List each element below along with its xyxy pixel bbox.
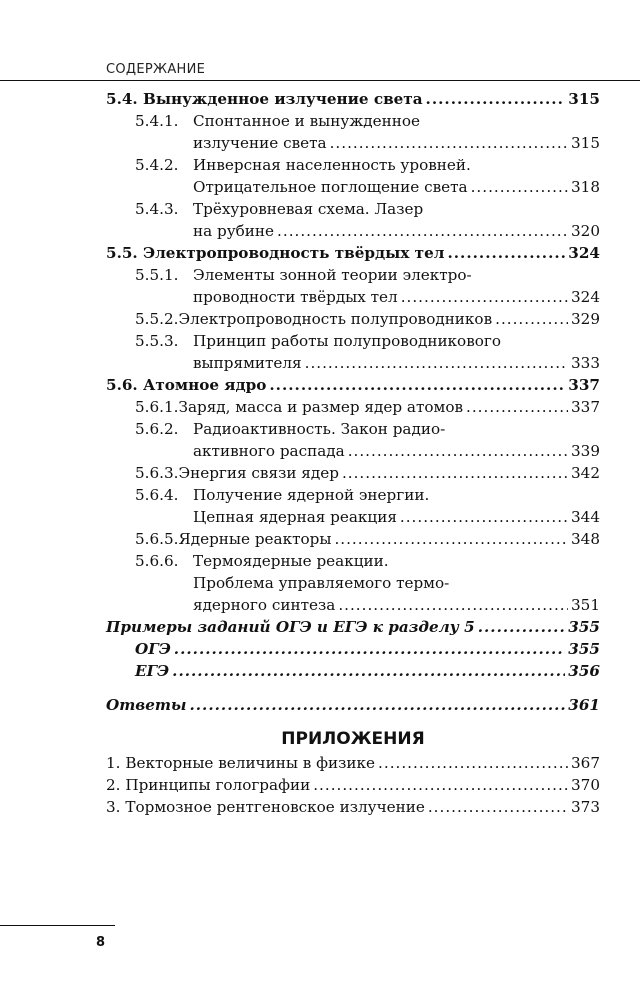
toc-entry-5-4-3[interactable] bbox=[106, 198, 600, 242]
leader-dots bbox=[174, 638, 566, 660]
leader-dots bbox=[305, 352, 568, 374]
toc-title: Элементы зонной теории электро- bbox=[193, 266, 472, 284]
leader-dots bbox=[400, 506, 568, 528]
leader-dots bbox=[313, 774, 568, 796]
toc-page: 342 bbox=[571, 464, 600, 482]
toc-number: 5.4.3. bbox=[135, 200, 179, 218]
toc-page: 351 bbox=[571, 596, 600, 614]
toc-entry-5-4-2[interactable] bbox=[106, 154, 600, 198]
leader-dots bbox=[172, 660, 565, 682]
table-of-contents bbox=[106, 88, 600, 818]
toc-entry-5-6-3[interactable] bbox=[106, 462, 600, 484]
toc-page: 337 bbox=[571, 398, 600, 416]
toc-title: ОГЭ bbox=[135, 640, 171, 658]
toc-entry-ege[interactable] bbox=[106, 660, 600, 682]
leader-dots bbox=[447, 242, 565, 264]
toc-number: 5.5.1. bbox=[135, 266, 179, 284]
toc-title-cont: активного распада bbox=[193, 442, 345, 460]
toc-page: 315 bbox=[568, 90, 600, 108]
leader-dots bbox=[277, 220, 568, 242]
toc-title-cont: проводности твёрдых тел bbox=[193, 288, 398, 306]
toc-number: 5.6.5. bbox=[135, 530, 179, 548]
toc-entry-oge[interactable] bbox=[106, 638, 600, 660]
toc-title: 2. Принципы голографии bbox=[106, 776, 311, 794]
toc-page: 355 bbox=[568, 618, 600, 636]
toc-entry-answers[interactable] bbox=[106, 694, 600, 716]
toc-title: Электропроводность полупроводников bbox=[178, 310, 493, 328]
toc-entry-5-6-1[interactable] bbox=[106, 396, 600, 418]
toc-title: Ответы bbox=[106, 696, 187, 714]
toc-entry-5-5[interactable] bbox=[106, 242, 600, 264]
toc-number: 5.6.3. bbox=[135, 464, 179, 482]
toc-number: 5.6.2. bbox=[135, 420, 179, 438]
toc-page: 333 bbox=[571, 354, 600, 372]
toc-number: 5.4.1. bbox=[135, 112, 179, 130]
toc-title: 3. Тормозное рентгеновское излучение bbox=[106, 798, 425, 816]
toc-title-cont: выпрямителя bbox=[193, 354, 302, 372]
toc-page: 348 bbox=[571, 530, 600, 548]
toc-title: Примеры заданий ОГЭ и ЕГЭ к разделу 5 bbox=[106, 618, 475, 636]
toc-page: 370 bbox=[571, 776, 600, 794]
toc-entry-5-5-3[interactable] bbox=[106, 330, 600, 374]
toc-entry-5-6-2[interactable] bbox=[106, 418, 600, 462]
toc-title: ЕГЭ bbox=[135, 662, 170, 680]
toc-entry-appendix-2[interactable] bbox=[106, 774, 600, 796]
spacer bbox=[106, 682, 600, 694]
toc-number: 5.6.1. bbox=[135, 398, 179, 416]
leader-dots bbox=[330, 132, 568, 154]
toc-title: Термоядерные реакции. bbox=[193, 552, 389, 570]
toc-number: 5.4.2. bbox=[135, 156, 179, 174]
leader-dots bbox=[348, 440, 568, 462]
toc-title-cont: Отрицательное поглощение света bbox=[193, 178, 468, 196]
leader-dots bbox=[471, 176, 568, 198]
leader-dots bbox=[466, 396, 568, 418]
toc-title: 5.6. Атомное ядро bbox=[106, 376, 267, 394]
toc-entry-5-6-4[interactable] bbox=[106, 484, 600, 528]
toc-page: 324 bbox=[571, 288, 600, 306]
header-rule bbox=[0, 80, 640, 81]
footer-rule bbox=[0, 925, 115, 926]
toc-title-cont: на рубине bbox=[193, 222, 275, 240]
toc-page: 337 bbox=[568, 376, 600, 394]
appendix-heading: ПРИЛОЖЕНИЯ bbox=[281, 729, 425, 749]
toc-entry-5-6-5[interactable] bbox=[106, 528, 600, 550]
toc-title-cont: ядерного синтеза bbox=[193, 596, 336, 614]
toc-entry-appendix-3[interactable] bbox=[106, 796, 600, 818]
toc-title: Получение ядерной энергии. bbox=[193, 486, 430, 504]
toc-title: Спонтанное и вынужденное bbox=[193, 112, 421, 130]
toc-page: 339 bbox=[571, 442, 600, 460]
toc-page: 329 bbox=[571, 310, 600, 328]
toc-title: 1. Векторные величины в физике bbox=[106, 754, 376, 772]
leader-dots bbox=[338, 594, 568, 616]
toc-entry-5-6[interactable] bbox=[106, 374, 600, 396]
toc-title: Радиоактивность. Закон радио- bbox=[193, 420, 446, 438]
toc-page: 356 bbox=[568, 662, 600, 680]
toc-entry-5-5-2[interactable] bbox=[106, 308, 600, 330]
toc-title: Инверсная населенность уровней. bbox=[193, 156, 471, 174]
toc-title-cont: Проблема управляемого термо- bbox=[193, 574, 450, 592]
toc-number: 5.5.3. bbox=[135, 332, 179, 350]
toc-title: Ядерные реакторы bbox=[178, 530, 332, 548]
toc-title: Энергия связи ядер bbox=[178, 464, 339, 482]
leader-dots bbox=[428, 796, 568, 818]
leader-dots bbox=[495, 308, 568, 330]
toc-entry-examples[interactable] bbox=[106, 616, 600, 638]
toc-entry-5-4[interactable] bbox=[106, 88, 600, 110]
toc-title: Принцип работы полупроводникового bbox=[193, 332, 501, 350]
toc-page: 355 bbox=[568, 640, 600, 658]
toc-number: 5.5.2. bbox=[135, 310, 179, 328]
toc-entry-5-5-1[interactable] bbox=[106, 264, 600, 308]
toc-title: 5.4. Вынужденное излучение света bbox=[106, 90, 423, 108]
toc-entry-appendix-1[interactable] bbox=[106, 752, 600, 774]
toc-page: 373 bbox=[571, 798, 600, 816]
toc-title-cont: излучение света bbox=[193, 134, 327, 152]
toc-entry-5-4-1[interactable] bbox=[106, 110, 600, 154]
toc-page: 320 bbox=[571, 222, 600, 240]
leader-dots bbox=[269, 374, 565, 396]
toc-title: Заряд, масса и размер ядер атомов bbox=[178, 398, 464, 416]
leader-dots bbox=[478, 616, 566, 638]
leader-dots bbox=[378, 752, 568, 774]
toc-page: 318 bbox=[571, 178, 600, 196]
leader-dots bbox=[342, 462, 568, 484]
toc-entry-5-6-6[interactable] bbox=[106, 550, 600, 616]
leader-dots bbox=[426, 88, 566, 110]
toc-page: 324 bbox=[568, 244, 600, 262]
toc-title: Трёхуровневая схема. Лазер bbox=[193, 200, 424, 218]
toc-page: 315 bbox=[571, 134, 600, 152]
toc-page: 344 bbox=[571, 508, 600, 526]
toc-page: 361 bbox=[568, 696, 600, 714]
toc-title: 5.5. Электропроводность твёрдых тел bbox=[106, 244, 445, 262]
toc-page: 367 bbox=[571, 754, 600, 772]
leader-dots bbox=[401, 286, 568, 308]
page-number: 8 bbox=[96, 935, 106, 950]
toc-number: 5.6.6. bbox=[135, 552, 179, 570]
toc-number: 5.6.4. bbox=[135, 486, 179, 504]
running-head-title: СОДЕРЖАНИЕ bbox=[106, 62, 206, 77]
leader-dots bbox=[334, 528, 568, 550]
leader-dots bbox=[189, 694, 565, 716]
toc-title-cont: Цепная ядерная реакция bbox=[193, 508, 397, 526]
